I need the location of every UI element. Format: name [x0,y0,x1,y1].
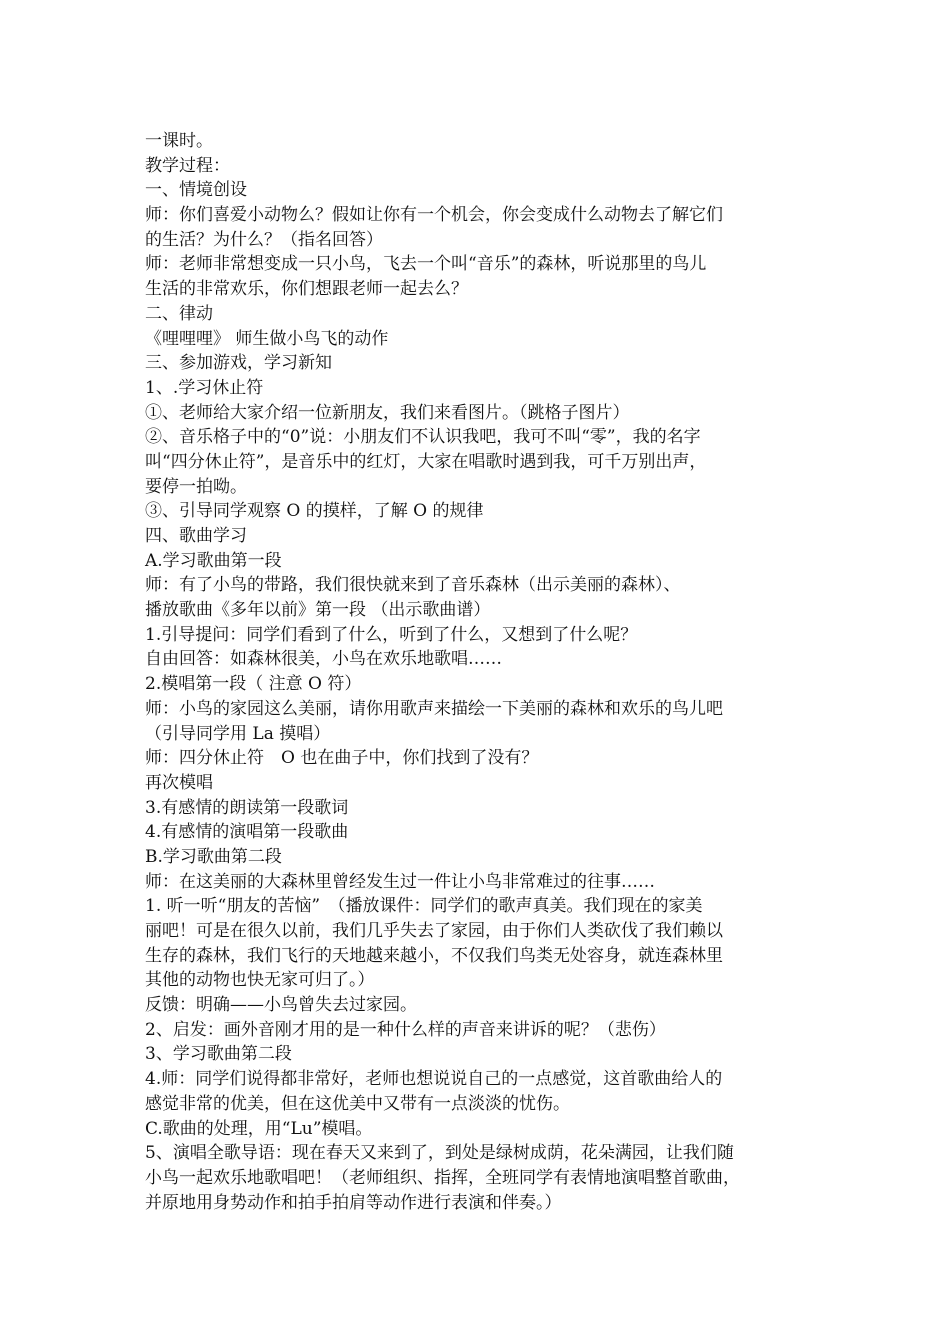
text-line: 5、演唱全歌导语：现在春天又来到了，到处是绿树成荫，花朵满园，让我们随 [145,1143,734,1164]
text-line: 师：你们喜爱小动物么？假如让你有一个机会，你会变成什么动物去了解它们 [145,205,723,226]
text-line: 播放歌曲《多年以前》第一段 （出示歌曲谱） [145,600,491,621]
text-line: 师：小鸟的家园这么美丽，请你用歌声来描绘一下美丽的森林和欢乐的鸟儿吧 [145,698,723,719]
text-line: 一、情境创设 [145,180,247,201]
text-line: 自由回答：如森林很美，小鸟在欢乐地歌唱…… [145,649,502,670]
text-line: 一课时。 [145,131,213,151]
text-line: 师：四分休止符 O 也在曲子中，你们找到了没有？ [145,748,539,769]
text-line: C.歌曲的处理，用“Lu”模唱。 [145,1118,373,1139]
text-line: 丽吧！可是在很久以前，我们几乎失去了家园，由于你们人类砍伐了我们赖以 [145,921,723,941]
text-line: 感觉非常的优美，但在这优美中又带有一点淡淡的忧伤。 [145,1093,570,1114]
text-line: 3、学习歌曲第二段 [145,1044,292,1065]
text-line: 其他的动物也快无家可归了。） [145,970,375,991]
text-line: ①、老师给大家介绍一位新朋友，我们来看图片。（跳格子图片） [145,402,630,423]
text-line: ③、引导同学观察 O 的摸样，了解 O 的规律 [145,501,484,522]
text-line: 再次模唱 [145,772,213,793]
text-line: 叫“四分休止符”，是音乐中的红灯，大家在唱歌时遇到我，可千万别出声， [145,451,707,472]
text-line: 反馈：明确——小鸟曾失去过家园。 [145,995,417,1016]
text-line: 师：有了小鸟的带路，我们很快就来到了音乐森林（出示美丽的森林）、 [145,575,681,596]
text-line: 2、启发：画外音刚才用的是一种什么样的声音来讲诉的呢？（悲伤） [145,1019,666,1040]
text-line: 《哩哩哩》 师生做小鸟飞的动作 [145,328,389,349]
text-line: 师：在这美丽的大森林里曾经发生过一件让小鸟非常难过的往事…… [145,871,655,892]
text-line: 三、参加游戏，学习新知 [145,353,332,374]
text-line: 生活的非常欢乐，你们想跟老师一起去么？ [145,279,468,300]
text-line: 1.引导提问：同学们看到了什么，听到了什么，又想到了什么呢？ [145,624,638,645]
text-line: 1. 听一听“朋友的苦恼” （播放课件：同学们的歌声真美。我们现在的家美 [145,896,703,917]
text-line: 教学过程： [145,155,230,176]
text-line: 4.有感情的演唱第一段歌曲 [145,822,349,843]
text-line: A.学习歌曲第一段 [145,550,282,571]
text-line: ②、音乐格子中的“0”说：小朋友们不认识我吧，我可不叫“零”，我的名字 [145,427,701,448]
text-line: 四、歌曲学习 [145,526,247,546]
text-line: B.学习歌曲第二段 [145,846,282,867]
text-line: 师：老师非常想变成一只小鸟，飞去一个叫“音乐”的森林，听说那里的鸟儿 [145,254,707,275]
text-line: 要停一拍呦。 [145,476,247,497]
text-line: 二、律动 [145,303,213,324]
text-line: 2.模唱第一段（ 注意 O 符） [145,674,362,695]
text-line: 小鸟一起欢乐地歌唱吧！（老师组织、指挥，全班同学有表情地演唱整首歌曲， [145,1167,740,1188]
text-line: 1、.学习休止符 [145,377,264,398]
document-body [145,129,825,1215]
text-line: 的生活？为什么？（指名回答） [145,229,383,250]
text-line: 4.师：同学们说得都非常好，老师也想说说自己的一点感觉，这首歌曲给人的 [145,1069,723,1090]
text-line: （引导同学用 La 摸唱） [145,723,331,744]
text-line: 3.有感情的朗读第一段歌词 [145,797,349,818]
text-line: 生存的森林，我们飞行的天地越来越小，不仅我们鸟类无处容身，就连森林里 [145,945,723,966]
text-line: 并原地用身势动作和拍手拍肩等动作进行表演和伴奏。） [145,1192,562,1213]
